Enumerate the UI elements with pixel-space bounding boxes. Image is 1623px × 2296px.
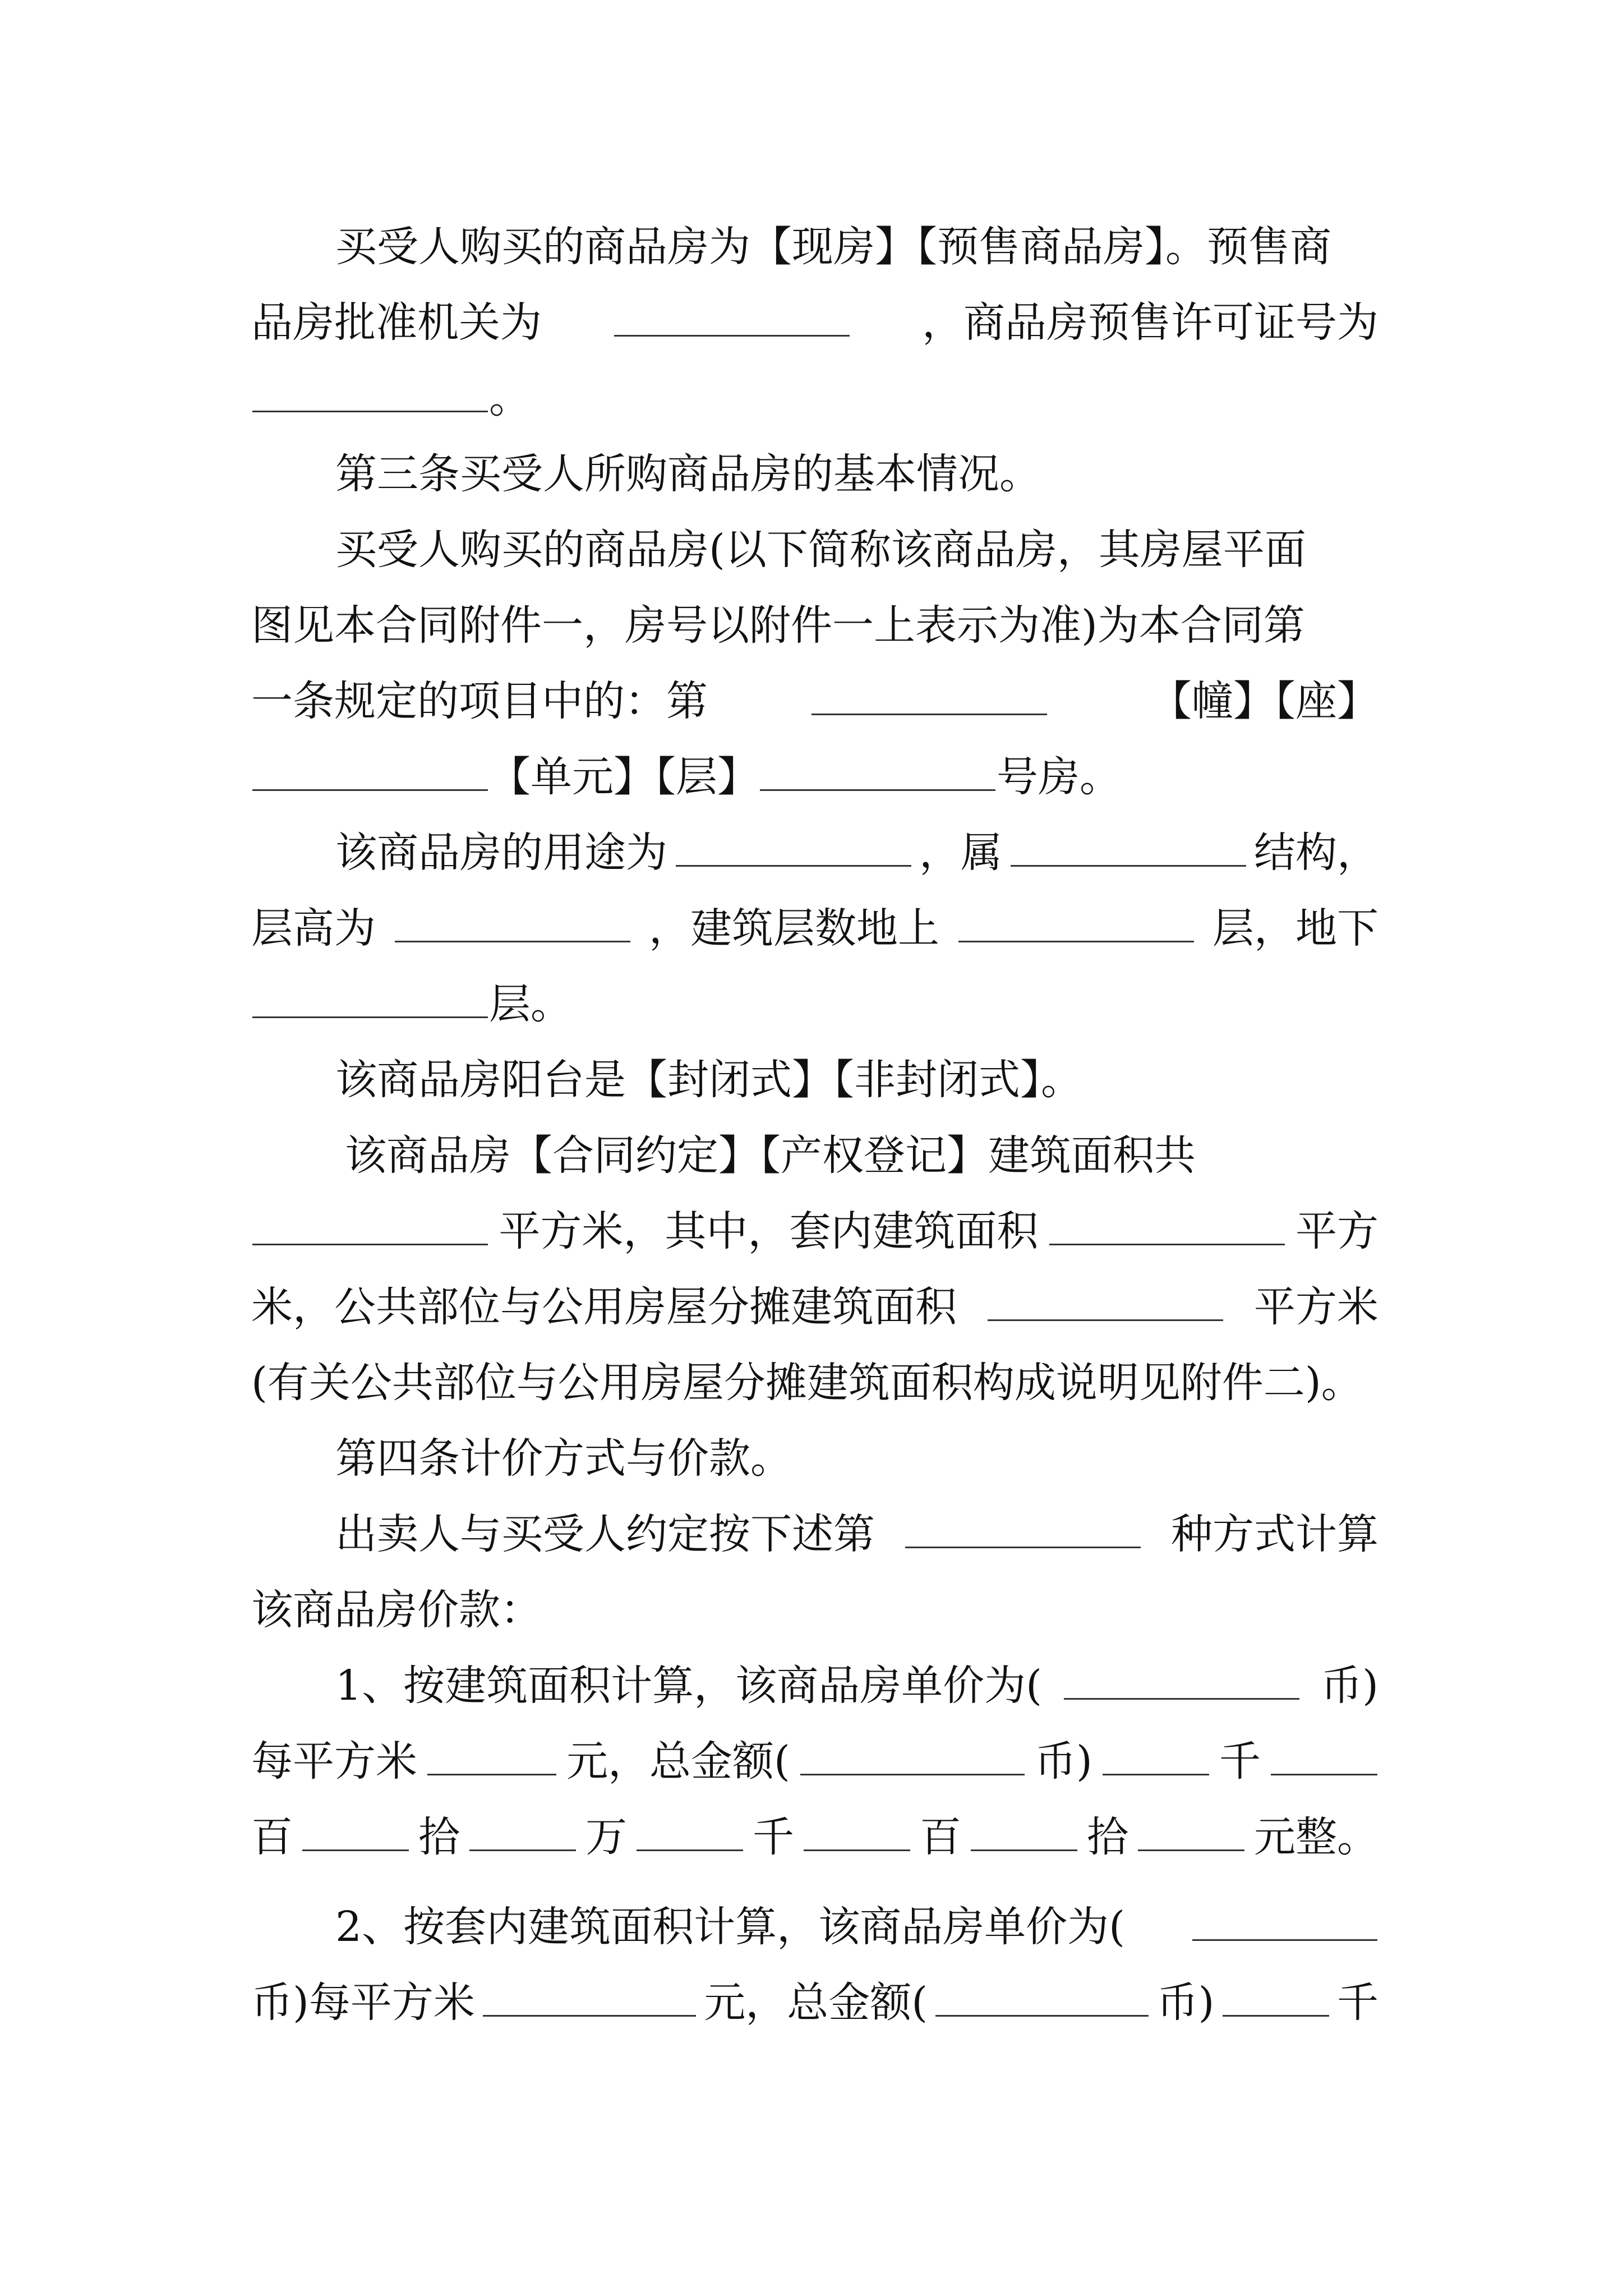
text-line-2 (251, 295, 1378, 351)
fill-in-blank[interactable] (395, 901, 630, 942)
fill-in-blank[interactable] (760, 750, 995, 791)
fill-in-blank[interactable] (935, 1976, 1149, 2017)
text: 种方式计算 (1171, 1510, 1378, 1558)
fill-in-blank[interactable] (905, 1507, 1141, 1548)
text-line-21 (251, 1733, 1378, 1789)
text: 元整。 (1254, 1813, 1378, 1861)
text: 一条规定的项目中的：第 (251, 677, 708, 725)
text: 图见本合同附件一，房号以附件一上表示为准)为本合同第 (251, 601, 1305, 650)
fill-in-blank[interactable] (1192, 1900, 1377, 1941)
text: 买受人购买的商品房(以下简称该商品房，其房屋平面 (335, 526, 1306, 574)
text: 该商品房阳台是【封闭式】【非封闭式】。 (335, 1056, 1082, 1104)
text-line-13 (345, 1128, 1378, 1184)
text-line-24 (251, 1975, 1378, 2031)
fill-in-blank[interactable] (1049, 1204, 1285, 1245)
fill-in-blank[interactable] (1271, 1734, 1377, 1775)
text-line-20 (335, 1658, 1378, 1714)
text-line-22 (251, 1809, 1378, 1865)
text: 2、按套内建筑面积计算，该商品房单价为( (335, 1903, 1125, 1951)
text: 币) (1156, 1978, 1215, 2027)
fill-in-blank[interactable] (483, 1976, 696, 2017)
fill-in-blank[interactable] (811, 674, 1047, 715)
text: 米，公共部位与公用房屋分摊建筑面积 (251, 1283, 957, 1331)
text: 万 (585, 1813, 627, 1861)
text-line-12 (335, 1052, 1378, 1108)
fill-in-blank[interactable] (1103, 1734, 1209, 1775)
text: 该商品房价款： (251, 1586, 542, 1634)
text: 元，总金额( (566, 1737, 790, 1786)
text: 币)每平方米 (251, 1978, 475, 2027)
text: ，商品房预售许可证号为 (922, 298, 1378, 347)
fill-in-blank[interactable] (469, 1810, 576, 1851)
fill-in-blank[interactable] (988, 1280, 1223, 1321)
text: 层。 (489, 980, 572, 1028)
text: 第四条计价方式与价款。 (335, 1434, 792, 1483)
text: 元，总金额( (704, 1978, 928, 2027)
section-heading (335, 1430, 1378, 1487)
section-heading (335, 446, 1378, 502)
text: 结构， (1254, 829, 1378, 877)
text: 层高为 (251, 904, 376, 953)
fill-in-blank[interactable] (252, 750, 488, 791)
fill-in-blank[interactable] (1223, 1976, 1329, 2017)
text: 品房批准机关为 (251, 298, 542, 347)
fill-in-blank[interactable] (252, 977, 488, 1018)
text: 1、按建筑面积计算，该商品房单价为( (335, 1662, 1042, 1710)
fill-in-blank[interactable] (958, 901, 1194, 942)
fill-in-blank[interactable] (971, 1810, 1077, 1851)
text: 拾 (1087, 1813, 1128, 1861)
text-line-7 (251, 673, 1378, 729)
text: 。 (489, 374, 531, 422)
text-line-10 (251, 900, 1378, 956)
text: ，属 (919, 829, 1002, 877)
text-line-16 (251, 1355, 1378, 1411)
text-line-1 (335, 219, 1378, 275)
text: 平方米 (1254, 1283, 1378, 1331)
fill-in-blank[interactable] (252, 1204, 488, 1245)
fill-in-blank[interactable] (804, 1810, 910, 1851)
text: 平方 (1295, 1207, 1378, 1255)
fill-in-blank[interactable] (637, 1810, 743, 1851)
text-line-23 (335, 1899, 1378, 1955)
fill-in-blank[interactable] (1011, 826, 1246, 867)
text: 千 (1336, 1978, 1378, 2027)
fill-in-blank[interactable] (427, 1734, 556, 1775)
fill-in-blank[interactable] (614, 296, 850, 337)
text: 买受人购买的商品房为【现房】【预售商品房】。预售商 (335, 223, 1331, 271)
text: 第三条买受人所购商品房的基本情况。 (335, 450, 1041, 498)
text: 百 (251, 1813, 293, 1861)
fill-in-blank[interactable] (252, 371, 488, 412)
text: 百 (920, 1813, 961, 1861)
text: 千 (753, 1813, 794, 1861)
text-line-6 (251, 597, 1378, 654)
text-line-19 (251, 1582, 1378, 1638)
text-line-18 (335, 1506, 1378, 1562)
text: 【单元】【层】 (489, 753, 759, 801)
text-line-8 (251, 749, 1378, 805)
text: (有关公共部位与公用房屋分摊建筑面积构成说明见附件二)。 (251, 1359, 1363, 1407)
text: 出卖人与买受人约定按下述第 (335, 1510, 875, 1558)
text: 该商品房的用途为 (335, 829, 667, 877)
fill-in-blank[interactable] (302, 1810, 409, 1851)
text: 层，地下 (1212, 904, 1378, 953)
text-line-3 (251, 370, 1378, 426)
text-line-14 (251, 1203, 1378, 1259)
text: 千 (1219, 1737, 1261, 1786)
fill-in-blank[interactable] (1138, 1810, 1244, 1851)
text-line-5 (335, 522, 1378, 578)
fill-in-blank[interactable] (800, 1734, 1025, 1775)
text: 币) (1321, 1662, 1378, 1710)
fill-in-blank[interactable] (1064, 1659, 1299, 1700)
text: 币) (1035, 1737, 1092, 1786)
text: 号房。 (997, 753, 1121, 801)
text: 每平方米 (251, 1737, 417, 1786)
text: ，建筑层数地上 (649, 904, 939, 953)
text: 平方米，其中，套内建筑面积 (499, 1207, 1039, 1255)
text-line-11 (251, 976, 1378, 1032)
text: 【幢】【座】 (1150, 677, 1378, 725)
text: 拾 (418, 1813, 460, 1861)
text-line-9 (335, 825, 1378, 881)
text-line-15 (251, 1279, 1378, 1335)
fill-in-blank[interactable] (676, 826, 911, 867)
text: 该商品房【合同约定】【产权登记】建筑面积共 (345, 1131, 1196, 1180)
